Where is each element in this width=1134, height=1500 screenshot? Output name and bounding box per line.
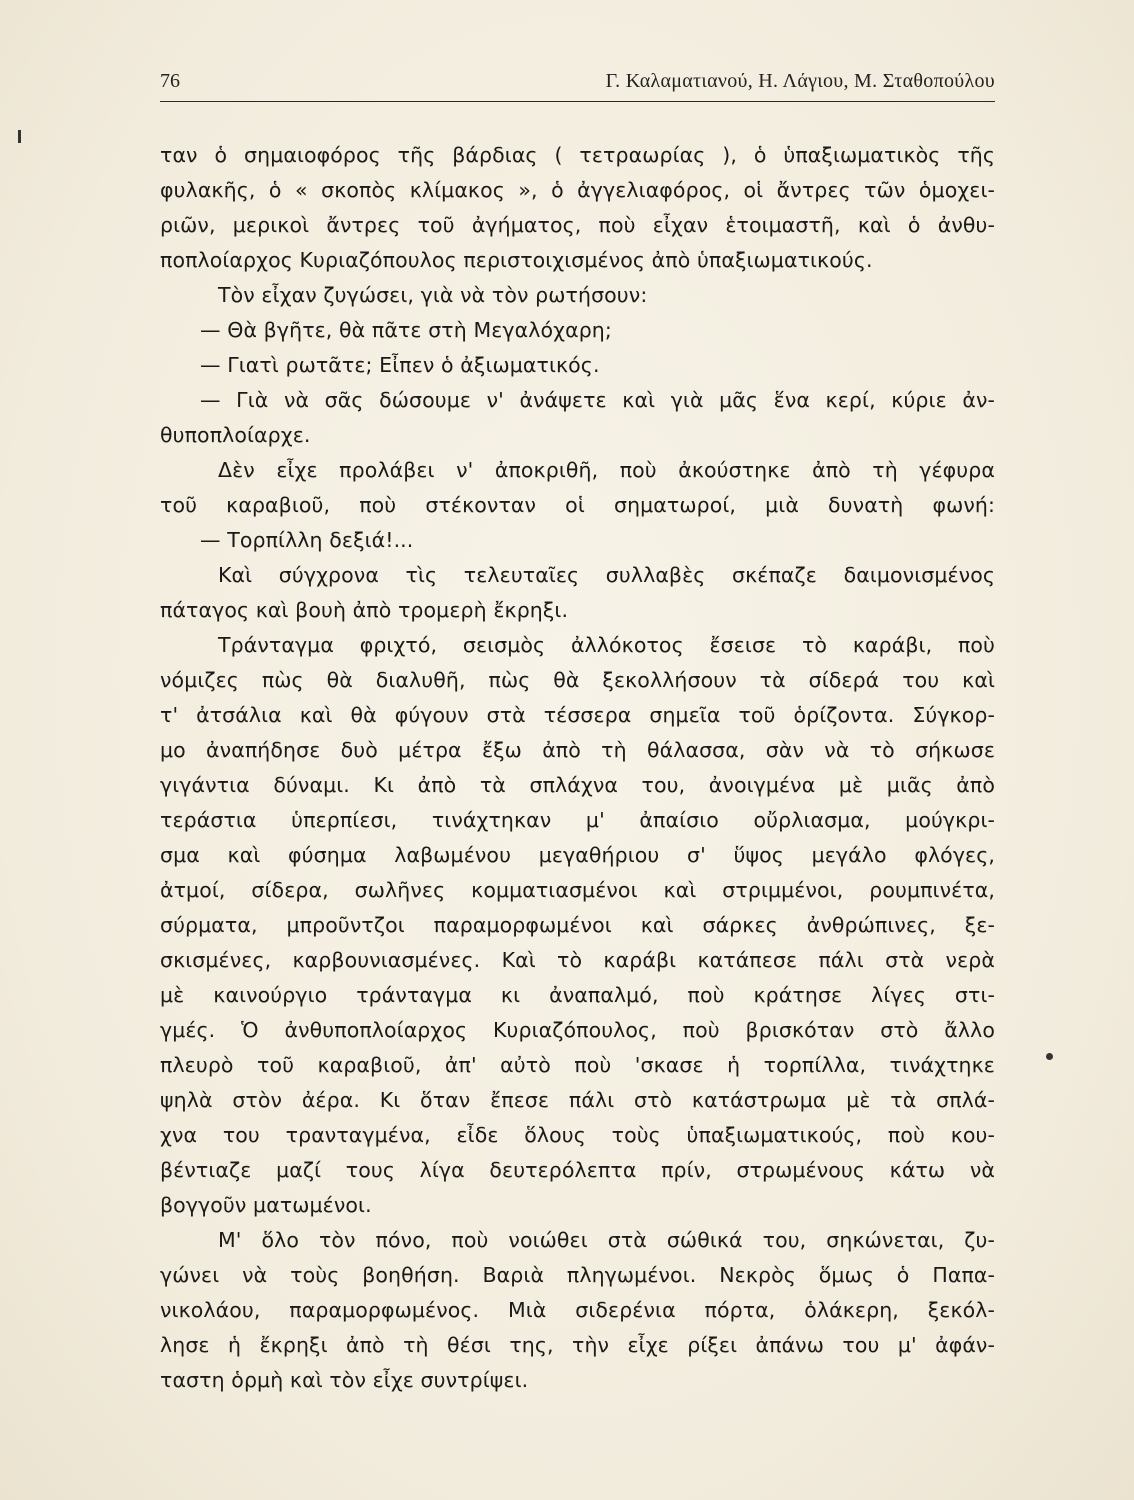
text-line: ποπλοίαρχος Κυριαζόπουλος περιστοιχισμένος ἀπὸ ὑπαξιωματικούς. — [160, 248, 873, 272]
dialogue-line: — Θὰ βγῆτε, θὰ πᾶτε στὴ Μεγαλόχαρη; — [200, 318, 612, 342]
text-line: Τὸν εἶχαν ζυγώσει, γιὰ νὰ τὸν ρωτήσουν: — [218, 283, 648, 307]
text-line: ταστη ὁρμὴ καὶ τὸν εἶχε συντρίψει. — [160, 1368, 529, 1392]
page-number: 76 — [160, 70, 180, 92]
text-line: τεράστια ὑπερπίεσι, τινάχτηκαν μ' ἀπαίσιο οὔρλιασμα, μούγκρι- — [160, 808, 995, 832]
text-line: Τράνταγμα φριχτό, σεισμὸς ἀλλόκοτος ἔσεισε τὸ καράβι, ποὺ — [218, 633, 995, 657]
text-line: θυποπλοίαρχε. — [160, 423, 311, 447]
text-line: ταν ὁ σημαιοφόρος τῆς βάρδιας ( τετραωρίας ), ὁ ὑπαξιωματικὸς τῆς — [160, 143, 995, 167]
running-head: Γ. Καλαματιανού, Η. Λάγιου, Μ. Σταθοπούλου — [605, 70, 995, 92]
text-line: σύρματα, μπροῦντζοι παραμορφωμένοι καὶ σάρκες ἀνθρώπινες, ξε- — [160, 913, 995, 937]
text-line: μο ἀναπήδησε δυὸ μέτρα ἔξω ἀπὸ τὴ θάλασσα, σὰν νὰ τὸ σήκωσε — [160, 738, 995, 762]
text-line: γώνει νὰ τοὺς βοηθήση. Βαριὰ πληγωμένοι. Νεκρὸς ὅμως ὁ Παπα- — [160, 1263, 995, 1287]
text-line: Μ' ὅλο τὸν πόνο, ποὺ νοιώθει στὰ σώθικά του, σηκώνεται, ζυ- — [218, 1228, 995, 1252]
header-rule — [160, 101, 995, 102]
margin-dot — [1046, 1053, 1053, 1060]
text-line: μὲ καινούργιο τράνταγμα κι ἀναπαλμό, ποὺ κράτησε λίγες στι- — [160, 983, 995, 1007]
text-line: γιγάντια δύναμι. Κι ἀπὸ τὰ σπλάχνα του, ἀνοιγμένα μὲ μιᾶς ἀπὸ — [160, 773, 995, 797]
text-line: Δὲν εἶχε προλάβει ν' ἀποκριθῆ, ποὺ ἀκούστηκε ἀπὸ τὴ γέφυρα — [218, 458, 995, 482]
text-line: νόμιζες πὼς θὰ διαλυθῆ, πὼς θὰ ξεκολλήσουν τὰ σίδερά του καὶ — [160, 668, 995, 692]
dialogue-line: — Γιατὶ ρωτᾶτε; Εἶπεν ὁ ἀξιωματικός. — [200, 353, 600, 377]
text-line: σμα καὶ φύσημα λαβωμένου μεγαθήριου σ' ὕψος μεγάλο φλόγες, — [160, 843, 995, 867]
text-line: σκισμένες, καρβουνιασμένες. Καὶ τὸ καράβι κατάπεσε πάλι στὰ νερὰ — [160, 948, 995, 972]
text-line: ψηλὰ στὸν ἀέρα. Κι ὅταν ἔπεσε πάλι στὸ κατάστρωμα μὲ τὰ σπλά- — [160, 1088, 995, 1112]
body-text — [160, 138, 995, 1398]
text-line: τ' ἀτσάλια καὶ θὰ φύγουν στὰ τέσσερα σημεῖα τοῦ ὁρίζοντα. Σύγκορ- — [160, 703, 995, 727]
text-line: πάταγος καὶ βουὴ ἀπὸ τρομερὴ ἔκρηξι. — [160, 598, 569, 622]
text-line: πλευρὸ τοῦ καραβιοῦ, ἀπ' αὐτὸ ποὺ 'σκασε ἡ τορπίλλα, τινάχτηκε — [160, 1053, 995, 1077]
text-line: ριῶν, μερικοὶ ἄντρες τοῦ ἀγήματος, ποὺ εἶχαν ἑτοιμαστῆ, καὶ ὁ ἀνθυ- — [160, 213, 995, 237]
text-line: τοῦ καραβιοῦ, ποὺ στέκονταν οἱ σηματωροί, μιὰ δυνατὴ φωνή: — [160, 493, 995, 517]
margin-mark — [18, 130, 21, 143]
text-line: νικολάου, παραμορφωμένος. Μιὰ σιδερένια πόρτα, ὁλάκερη, ξεκόλ- — [160, 1298, 995, 1322]
text-line: γμές. Ὁ ἀνθυποπλοίαρχος Κυριαζόπουλος, ποὺ βρισκόταν στὸ ἄλλο — [160, 1018, 995, 1042]
dialogue-line: — Τορπίλλη δεξιά!... — [200, 528, 414, 552]
page-header — [160, 70, 995, 100]
text-line: Καὶ σύγχρονα τὶς τελευταῖες συλλαβὲς σκέπαζε δαιμονισμένος — [218, 563, 995, 587]
text-line: βέντιαζε μαζί τους λίγα δευτερόλεπτα πρίν, στρωμένους κάτω νὰ — [160, 1158, 995, 1182]
text-line: ἀτμοί, σίδερα, σωλῆνες κομματιασμένοι καὶ στριμμένοι, ρουμπινέτα, — [160, 878, 995, 902]
dialogue-line: — Γιὰ νὰ σᾶς δώσουμε ν' ἀνάψετε καὶ γιὰ μᾶς ἕνα κερί, κύριε ἀν- — [200, 388, 995, 412]
text-line: φυλακῆς, ὁ « σκοπὸς κλίμακος », ὁ ἀγγελιαφόρος, οἱ ἄντρες τῶν ὁμοχει- — [160, 178, 995, 202]
text-line: βογγοῦν ματωμένοι. — [160, 1193, 372, 1217]
text-line: χνα του τρανταγμένα, εἶδε ὅλους τοὺς ὑπαξιωματικούς, ποὺ κου- — [160, 1123, 995, 1147]
text-line: λησε ἡ ἔκρηξι ἀπὸ τὴ θέσι της, τὴν εἶχε ρίξει ἀπάνω του μ' ἀφάν- — [160, 1333, 995, 1357]
